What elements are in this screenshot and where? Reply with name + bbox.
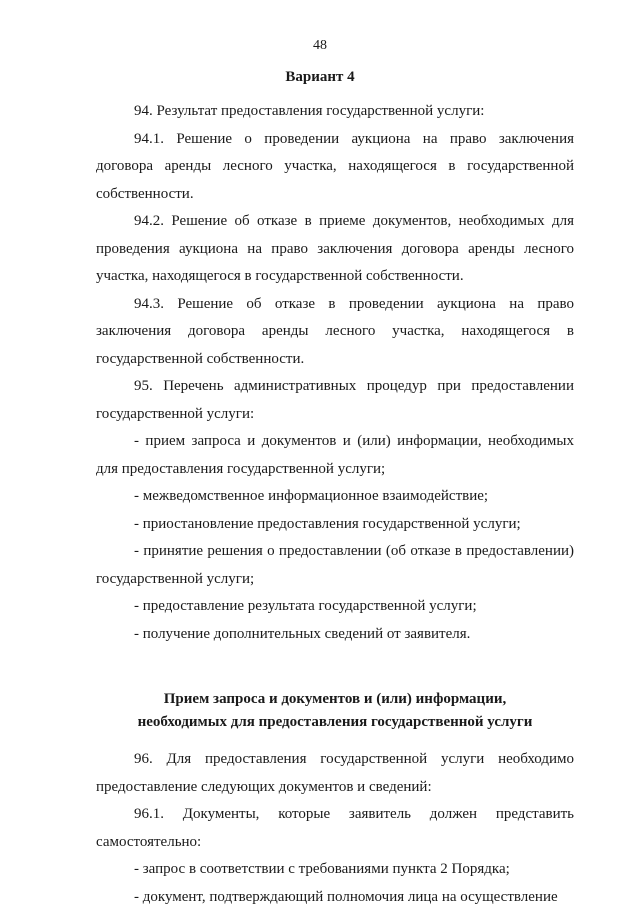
section-spacer <box>96 648 574 688</box>
list-item: - предоставление результата государственной услуги; <box>96 593 574 621</box>
list-item: - документ, подтверждающий полномочия лица на осуществление <box>96 884 574 911</box>
page-number: 48 <box>0 38 640 54</box>
paragraph-96: 96. Для предоставления государственной услуги необходимо предоставление следующих документов и сведений: <box>96 746 574 801</box>
paragraph-94-2: 94.2. Решение об отказе в приеме документов, необходимых для проведения аукциона на право заключения договора аренды лесного участка, находящегося в государственной собственности. <box>96 208 574 291</box>
list-item: - принятие решения о предоставлении (об отказе в предоставлении) государственной услуги; <box>96 538 574 593</box>
list-item: - прием запроса и документов и (или) информации, необходимых для предоставления государственной услуги; <box>96 428 574 483</box>
paragraph-94-3: 94.3. Решение об отказе в проведении аукциона на право заключения договора аренды лесного участка, находящегося в государственной собственности. <box>96 291 574 374</box>
section-heading-line-1: Прием запроса и документов и (или) информации, <box>96 688 574 711</box>
list-item: - межведомственное информационное взаимодействие; <box>96 483 574 511</box>
paragraph-94-1: 94.1. Решение о проведении аукциона на право заключения договора аренды лесного участка, находящегося в государственной собственности. <box>96 126 574 209</box>
paragraph-94: 94. Результат предоставления государственной услуги: <box>96 98 574 126</box>
page-title: Вариант 4 <box>0 69 640 86</box>
section-heading-line-2: необходимых для предоставления государственной услуги <box>96 711 574 734</box>
paragraph-95: 95. Перечень административных процедур при предоставлении государственной услуги: <box>96 373 574 428</box>
paragraph-96-1: 96.1. Документы, которые заявитель должен представить самостоятельно: <box>96 801 574 856</box>
section-heading <box>96 688 574 734</box>
document-body <box>96 98 574 911</box>
list-item: - запрос в соответствии с требованиями пункта 2 Порядка; <box>96 856 574 884</box>
list-item: - получение дополнительных сведений от заявителя. <box>96 621 574 649</box>
list-item: - приостановление предоставления государственной услуги; <box>96 511 574 539</box>
